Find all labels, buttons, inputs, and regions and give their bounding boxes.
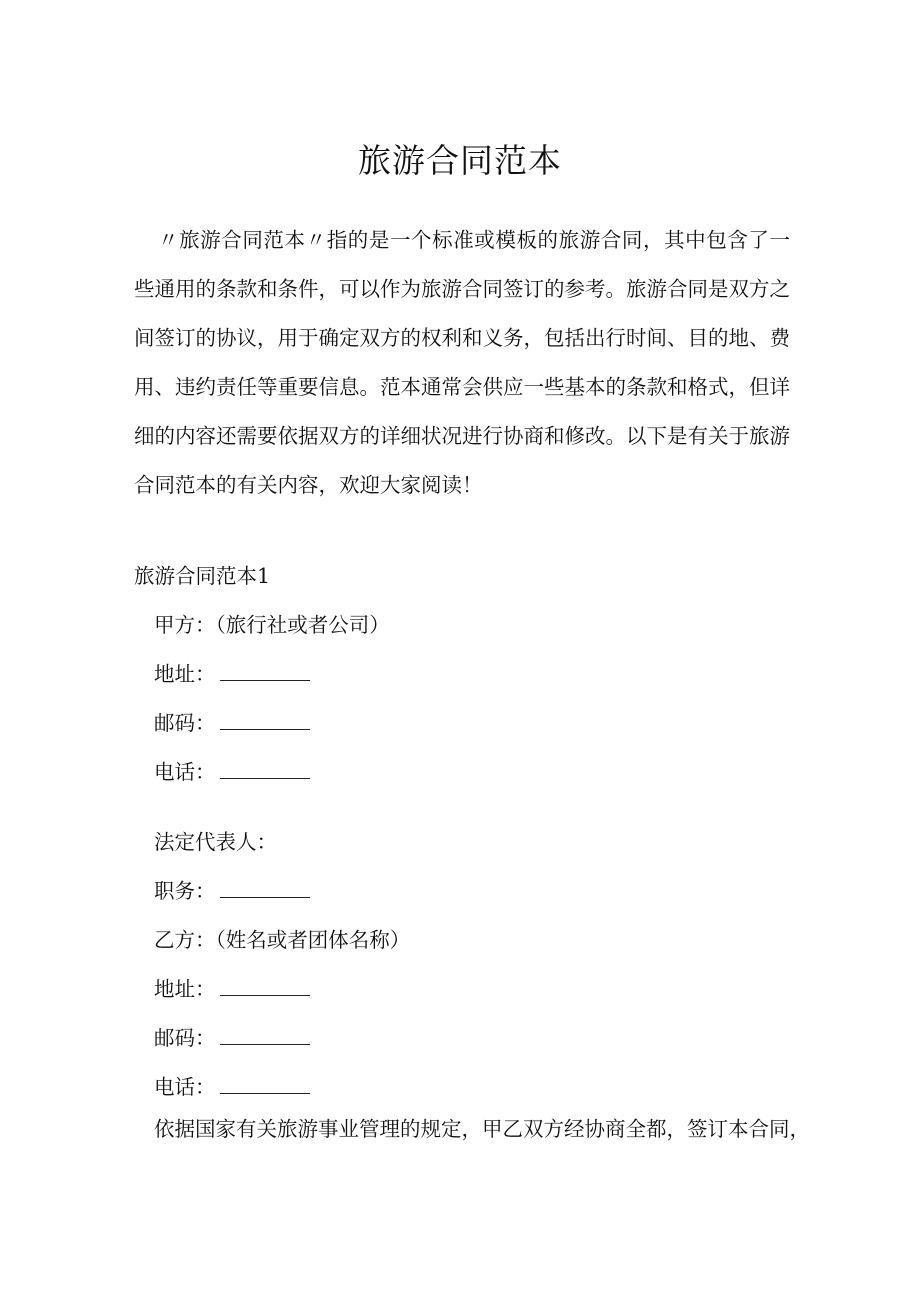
party-b-address-blank — [220, 979, 310, 996]
legal-representative-line — [154, 827, 277, 857]
position-blank — [220, 881, 310, 898]
position-label: 职务： — [154, 879, 216, 903]
party-a-phone-label: 电话： — [154, 760, 216, 784]
party-a-label: 甲方： — [154, 613, 216, 637]
party-b-postcode-line — [154, 1023, 310, 1053]
party-b-phone-blank — [220, 1077, 310, 1094]
party-a-phone-line — [154, 757, 310, 787]
legal-representative-label: 法定代表人： — [154, 830, 277, 854]
party-b-address-line — [154, 974, 310, 1004]
party-a-phone-blank — [220, 762, 310, 779]
party-b-line — [154, 925, 410, 955]
party-b-postcode-label: 邮码： — [154, 1026, 216, 1050]
party-b-label: 乙方： — [154, 928, 216, 952]
party-a-address-blank — [220, 664, 310, 681]
section-heading: 旅游合同范本1 — [134, 564, 271, 588]
party-b-phone-line — [154, 1072, 310, 1102]
party-a-postcode-line — [154, 708, 310, 738]
party-a-postcode-blank — [220, 713, 310, 730]
position-line — [154, 876, 310, 906]
intro-paragraph: 〃旅游合同范本〃指的是一个标准或模板的旅游合同，其中包含了一些通用的条款和条件，可以作为旅游合同签订的参考。旅游合同是双方之间签订的协议，用于确定双方的权利和义务，包括出行时间、目的地、费用、违约责任等重要信息。范本通常会供应一些基本的条款和格式，但详细的内容还需要依据双方的详细状况进行协商和修改。以下是有关于旅游合同范本的有关内容，欢迎大家阅读！ — [134, 228, 790, 497]
party-a-address-line — [154, 659, 310, 689]
party-b-phone-label: 电话： — [154, 1075, 216, 1099]
party-b-note: （姓名或者团体名称） — [215, 928, 411, 952]
party-a-address-label: 地址： — [154, 662, 216, 686]
party-a-note: （旅行社或者公司） — [215, 613, 390, 637]
page-title: 旅游合同范本 — [358, 141, 562, 180]
contract-body-line: 依据国家有关旅游事业管理的规定，甲乙双方经协商全都，签订本合同， — [154, 1117, 810, 1141]
party-a-line — [154, 610, 390, 640]
party-b-address-label: 地址： — [154, 977, 216, 1001]
party-b-postcode-blank — [220, 1028, 310, 1045]
party-a-postcode-label: 邮码： — [154, 711, 216, 735]
